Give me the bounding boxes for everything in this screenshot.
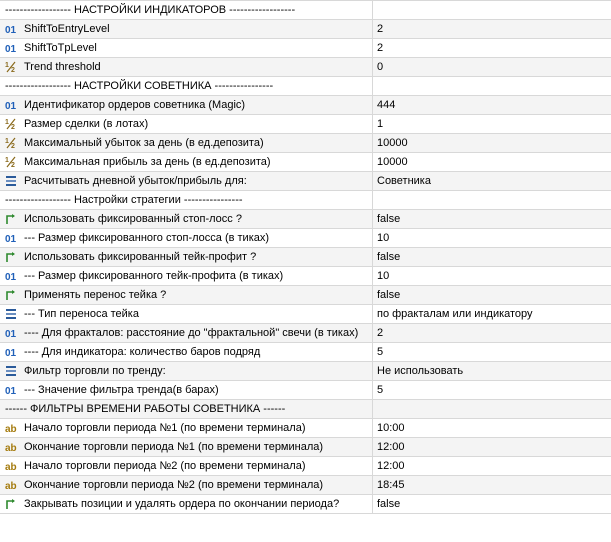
parameter-value: false xyxy=(377,251,401,263)
double-icon xyxy=(4,136,18,150)
parameter-value-cell[interactable] xyxy=(373,381,611,399)
parameter-row[interactable] xyxy=(0,248,611,267)
parameter-name-cell xyxy=(0,476,373,494)
parameter-name: ---- Для фракталов: расстояние до "фрактальной" свечи (в тиках) xyxy=(24,327,359,339)
parameter-row[interactable] xyxy=(0,305,611,324)
svg-text:1: 1 xyxy=(5,119,9,126)
parameter-value-cell[interactable] xyxy=(373,210,611,228)
enum-icon xyxy=(4,307,18,321)
parameter-value-cell xyxy=(373,77,611,95)
parameter-name-cell xyxy=(0,1,373,19)
parameter-value-cell[interactable] xyxy=(373,20,611,38)
parameter-value-cell[interactable] xyxy=(373,172,611,190)
parameter-name-cell xyxy=(0,58,373,76)
parameter-value: 10 xyxy=(377,270,390,282)
parameter-value-cell[interactable] xyxy=(373,457,611,475)
svg-text:01: 01 xyxy=(4,272,16,282)
parameter-row[interactable] xyxy=(0,438,611,457)
parameter-row[interactable] xyxy=(0,476,611,495)
parameter-name-cell xyxy=(0,96,373,114)
parameter-name-cell xyxy=(0,77,373,95)
parameter-name: Использовать фиксированный стоп-лосс ? xyxy=(24,213,242,225)
parameter-name: Trend threshold xyxy=(24,61,101,73)
parameter-row[interactable] xyxy=(0,362,611,381)
parameter-value-cell xyxy=(373,191,611,209)
int-icon xyxy=(4,326,18,340)
parameter-value: 10 xyxy=(377,232,390,244)
svg-text:1: 1 xyxy=(5,62,9,69)
parameter-name-cell xyxy=(0,153,373,171)
int-icon xyxy=(4,41,18,55)
parameter-value: false xyxy=(377,213,401,225)
parameter-value-cell[interactable] xyxy=(373,96,611,114)
section-header-row xyxy=(0,400,611,419)
svg-text:01: 01 xyxy=(4,44,16,54)
parameter-value: по фракталам или индикатору xyxy=(377,308,533,320)
parameter-value: Не использовать xyxy=(377,365,464,377)
parameter-name: Закрывать позиции и удалять ордера по окончании периода? xyxy=(24,498,340,510)
parameter-value: 10000 xyxy=(377,156,408,168)
bool-icon xyxy=(4,288,18,302)
parameter-value-cell[interactable] xyxy=(373,438,611,456)
parameter-value: Советника xyxy=(377,175,431,187)
parameter-value: 444 xyxy=(377,99,396,111)
parameter-row[interactable] xyxy=(0,134,611,153)
parameter-value: 2 xyxy=(377,327,384,339)
enum-icon xyxy=(4,364,18,378)
parameter-name: Окончание торговли периода №1 (по времени терминала) xyxy=(24,441,324,453)
enum-icon xyxy=(4,174,18,188)
parameter-row[interactable] xyxy=(0,58,611,77)
parameter-row[interactable] xyxy=(0,419,611,438)
double-icon xyxy=(4,60,18,74)
parameter-value: 2 xyxy=(377,42,384,54)
parameter-value-cell[interactable] xyxy=(373,115,611,133)
parameter-name-cell xyxy=(0,457,373,475)
parameter-row[interactable] xyxy=(0,172,611,191)
string-icon xyxy=(4,478,18,492)
parameter-row[interactable] xyxy=(0,96,611,115)
parameter-value-cell[interactable] xyxy=(373,58,611,76)
parameter-name: Размер сделки (в лотах) xyxy=(24,118,149,130)
parameter-row[interactable] xyxy=(0,324,611,343)
section-header-label: ------ ФИЛЬТРЫ ВРЕМЕНИ РАБОТЫ СОВЕТНИКА ------ xyxy=(5,403,286,415)
svg-text:ab: ab xyxy=(4,424,17,434)
bool-icon xyxy=(4,497,18,511)
parameter-value-cell[interactable] xyxy=(373,324,611,342)
parameter-name-cell xyxy=(0,267,373,285)
parameter-value: false xyxy=(377,498,401,510)
parameter-row[interactable] xyxy=(0,210,611,229)
parameter-name-cell xyxy=(0,248,373,266)
parameter-value-cell[interactable] xyxy=(373,229,611,247)
parameter-name: Фильтр торговли по тренду: xyxy=(24,365,166,377)
parameter-name-cell xyxy=(0,495,373,513)
parameter-value: 0 xyxy=(377,61,384,73)
parameter-value: 5 xyxy=(377,384,384,396)
section-header-row xyxy=(0,1,611,20)
parameter-row[interactable] xyxy=(0,381,611,400)
parameter-name-cell xyxy=(0,419,373,437)
section-header-label: ------------------ Настройки стратегии ---------------- xyxy=(5,194,243,206)
section-header-label: ------------------ НАСТРОЙКИ СОВЕТНИКА ---------------- xyxy=(5,80,274,92)
svg-text:1: 1 xyxy=(5,138,9,145)
svg-text:2: 2 xyxy=(11,162,15,168)
int-icon xyxy=(4,345,18,359)
int-icon xyxy=(4,231,18,245)
parameter-row[interactable] xyxy=(0,343,611,362)
parameter-name: ShiftToTpLevel xyxy=(24,42,97,54)
parameter-name: Окончание торговли периода №2 (по времени терминала) xyxy=(24,479,324,491)
parameter-value: 10000 xyxy=(377,137,408,149)
parameter-name-cell xyxy=(0,305,373,323)
section-header-label: ------------------ НАСТРОЙКИ ИНДИКАТОРОВ ------------------ xyxy=(5,4,296,16)
parameter-value-cell xyxy=(373,1,611,19)
svg-text:2: 2 xyxy=(11,143,15,149)
parameter-row[interactable] xyxy=(0,457,611,476)
parameter-value-cell[interactable] xyxy=(373,343,611,361)
parameter-name: Идентификатор ордеров советника (Magic) xyxy=(24,99,246,111)
parameter-name: Расчитывать дневной убыток/прибыль для: xyxy=(24,175,247,187)
parameter-name: Использовать фиксированный тейк-профит ? xyxy=(24,251,257,263)
parameter-value-cell[interactable] xyxy=(373,134,611,152)
parameter-name-cell xyxy=(0,438,373,456)
bool-icon xyxy=(4,212,18,226)
parameter-value: 12:00 xyxy=(377,460,405,472)
parameter-name: Максимальная прибыль за день (в ед.депозита) xyxy=(24,156,271,168)
parameter-value-cell[interactable] xyxy=(373,305,611,323)
parameter-row[interactable] xyxy=(0,267,611,286)
svg-text:01: 01 xyxy=(4,348,16,358)
parameter-name: Начало торговли периода №1 (по времени терминала) xyxy=(24,422,306,434)
parameter-name: Максимальный убыток за день (в ед.депозита) xyxy=(24,137,264,149)
parameter-value-cell xyxy=(373,400,611,418)
parameter-value: 12:00 xyxy=(377,441,405,453)
parameter-name-cell xyxy=(0,20,373,38)
parameter-name-cell xyxy=(0,191,373,209)
parameter-name-cell xyxy=(0,400,373,418)
parameter-value: 5 xyxy=(377,346,384,358)
svg-text:01: 01 xyxy=(4,329,16,339)
parameter-value-cell[interactable] xyxy=(373,286,611,304)
parameter-value: 10:00 xyxy=(377,422,405,434)
parameter-name: Начало торговли периода №2 (по времени терминала) xyxy=(24,460,306,472)
parameter-name-cell xyxy=(0,286,373,304)
parameter-name: --- Тип переноса тейка xyxy=(24,308,139,320)
parameter-name: ---- Для индикатора: количество баров подряд xyxy=(24,346,261,358)
parameter-row[interactable] xyxy=(0,229,611,248)
int-icon xyxy=(4,383,18,397)
parameter-row[interactable] xyxy=(0,495,611,514)
parameter-value-cell[interactable] xyxy=(373,248,611,266)
svg-text:01: 01 xyxy=(4,386,16,396)
svg-text:1: 1 xyxy=(5,157,9,164)
parameter-name: ShiftToEntryLevel xyxy=(24,23,110,35)
parameter-value: 1 xyxy=(377,118,384,130)
parameter-value-cell[interactable] xyxy=(373,495,611,513)
svg-text:01: 01 xyxy=(4,25,16,35)
parameter-row[interactable] xyxy=(0,153,611,172)
parameter-name-cell xyxy=(0,210,373,228)
parameter-name: Применять перенос тейка ? xyxy=(24,289,167,301)
parameter-row[interactable] xyxy=(0,39,611,58)
parameter-name-cell xyxy=(0,134,373,152)
double-icon xyxy=(4,117,18,131)
parameter-name-cell xyxy=(0,324,373,342)
svg-text:ab: ab xyxy=(4,481,17,491)
parameter-name-cell xyxy=(0,115,373,133)
svg-text:ab: ab xyxy=(4,462,17,472)
int-icon xyxy=(4,22,18,36)
svg-text:01: 01 xyxy=(4,234,16,244)
parameter-value: 2 xyxy=(377,23,384,35)
int-icon xyxy=(4,269,18,283)
parameter-value-cell[interactable] xyxy=(373,39,611,57)
parameter-value: 18:45 xyxy=(377,479,405,491)
int-icon xyxy=(4,98,18,112)
parameter-name-cell xyxy=(0,343,373,361)
parameter-name-cell xyxy=(0,229,373,247)
svg-text:01: 01 xyxy=(4,101,16,111)
parameter-value-cell[interactable] xyxy=(373,267,611,285)
svg-text:2: 2 xyxy=(11,124,15,130)
parameter-name: --- Значение фильтра тренда(в барах) xyxy=(24,384,219,396)
parameter-name-cell xyxy=(0,362,373,380)
svg-text:ab: ab xyxy=(4,443,17,453)
string-icon xyxy=(4,459,18,473)
parameter-value-cell[interactable] xyxy=(373,153,611,171)
parameter-row[interactable] xyxy=(0,115,611,134)
parameter-name: --- Размер фиксированного тейк-профита (в тиках) xyxy=(24,270,284,282)
parameter-row[interactable] xyxy=(0,20,611,39)
string-icon xyxy=(4,440,18,454)
bool-icon xyxy=(4,250,18,264)
parameter-name-cell xyxy=(0,172,373,190)
parameter-value-cell[interactable] xyxy=(373,362,611,380)
section-header-row xyxy=(0,77,611,96)
parameter-name-cell xyxy=(0,381,373,399)
section-header-row xyxy=(0,191,611,210)
parameter-value-cell[interactable] xyxy=(373,419,611,437)
parameter-row[interactable] xyxy=(0,286,611,305)
double-icon xyxy=(4,155,18,169)
string-icon xyxy=(4,421,18,435)
parameter-value-cell[interactable] xyxy=(373,476,611,494)
parameter-value: false xyxy=(377,289,401,301)
parameter-name-cell xyxy=(0,39,373,57)
svg-text:2: 2 xyxy=(11,67,15,73)
parameter-name: --- Размер фиксированного стоп-лосса (в тиках) xyxy=(24,232,270,244)
